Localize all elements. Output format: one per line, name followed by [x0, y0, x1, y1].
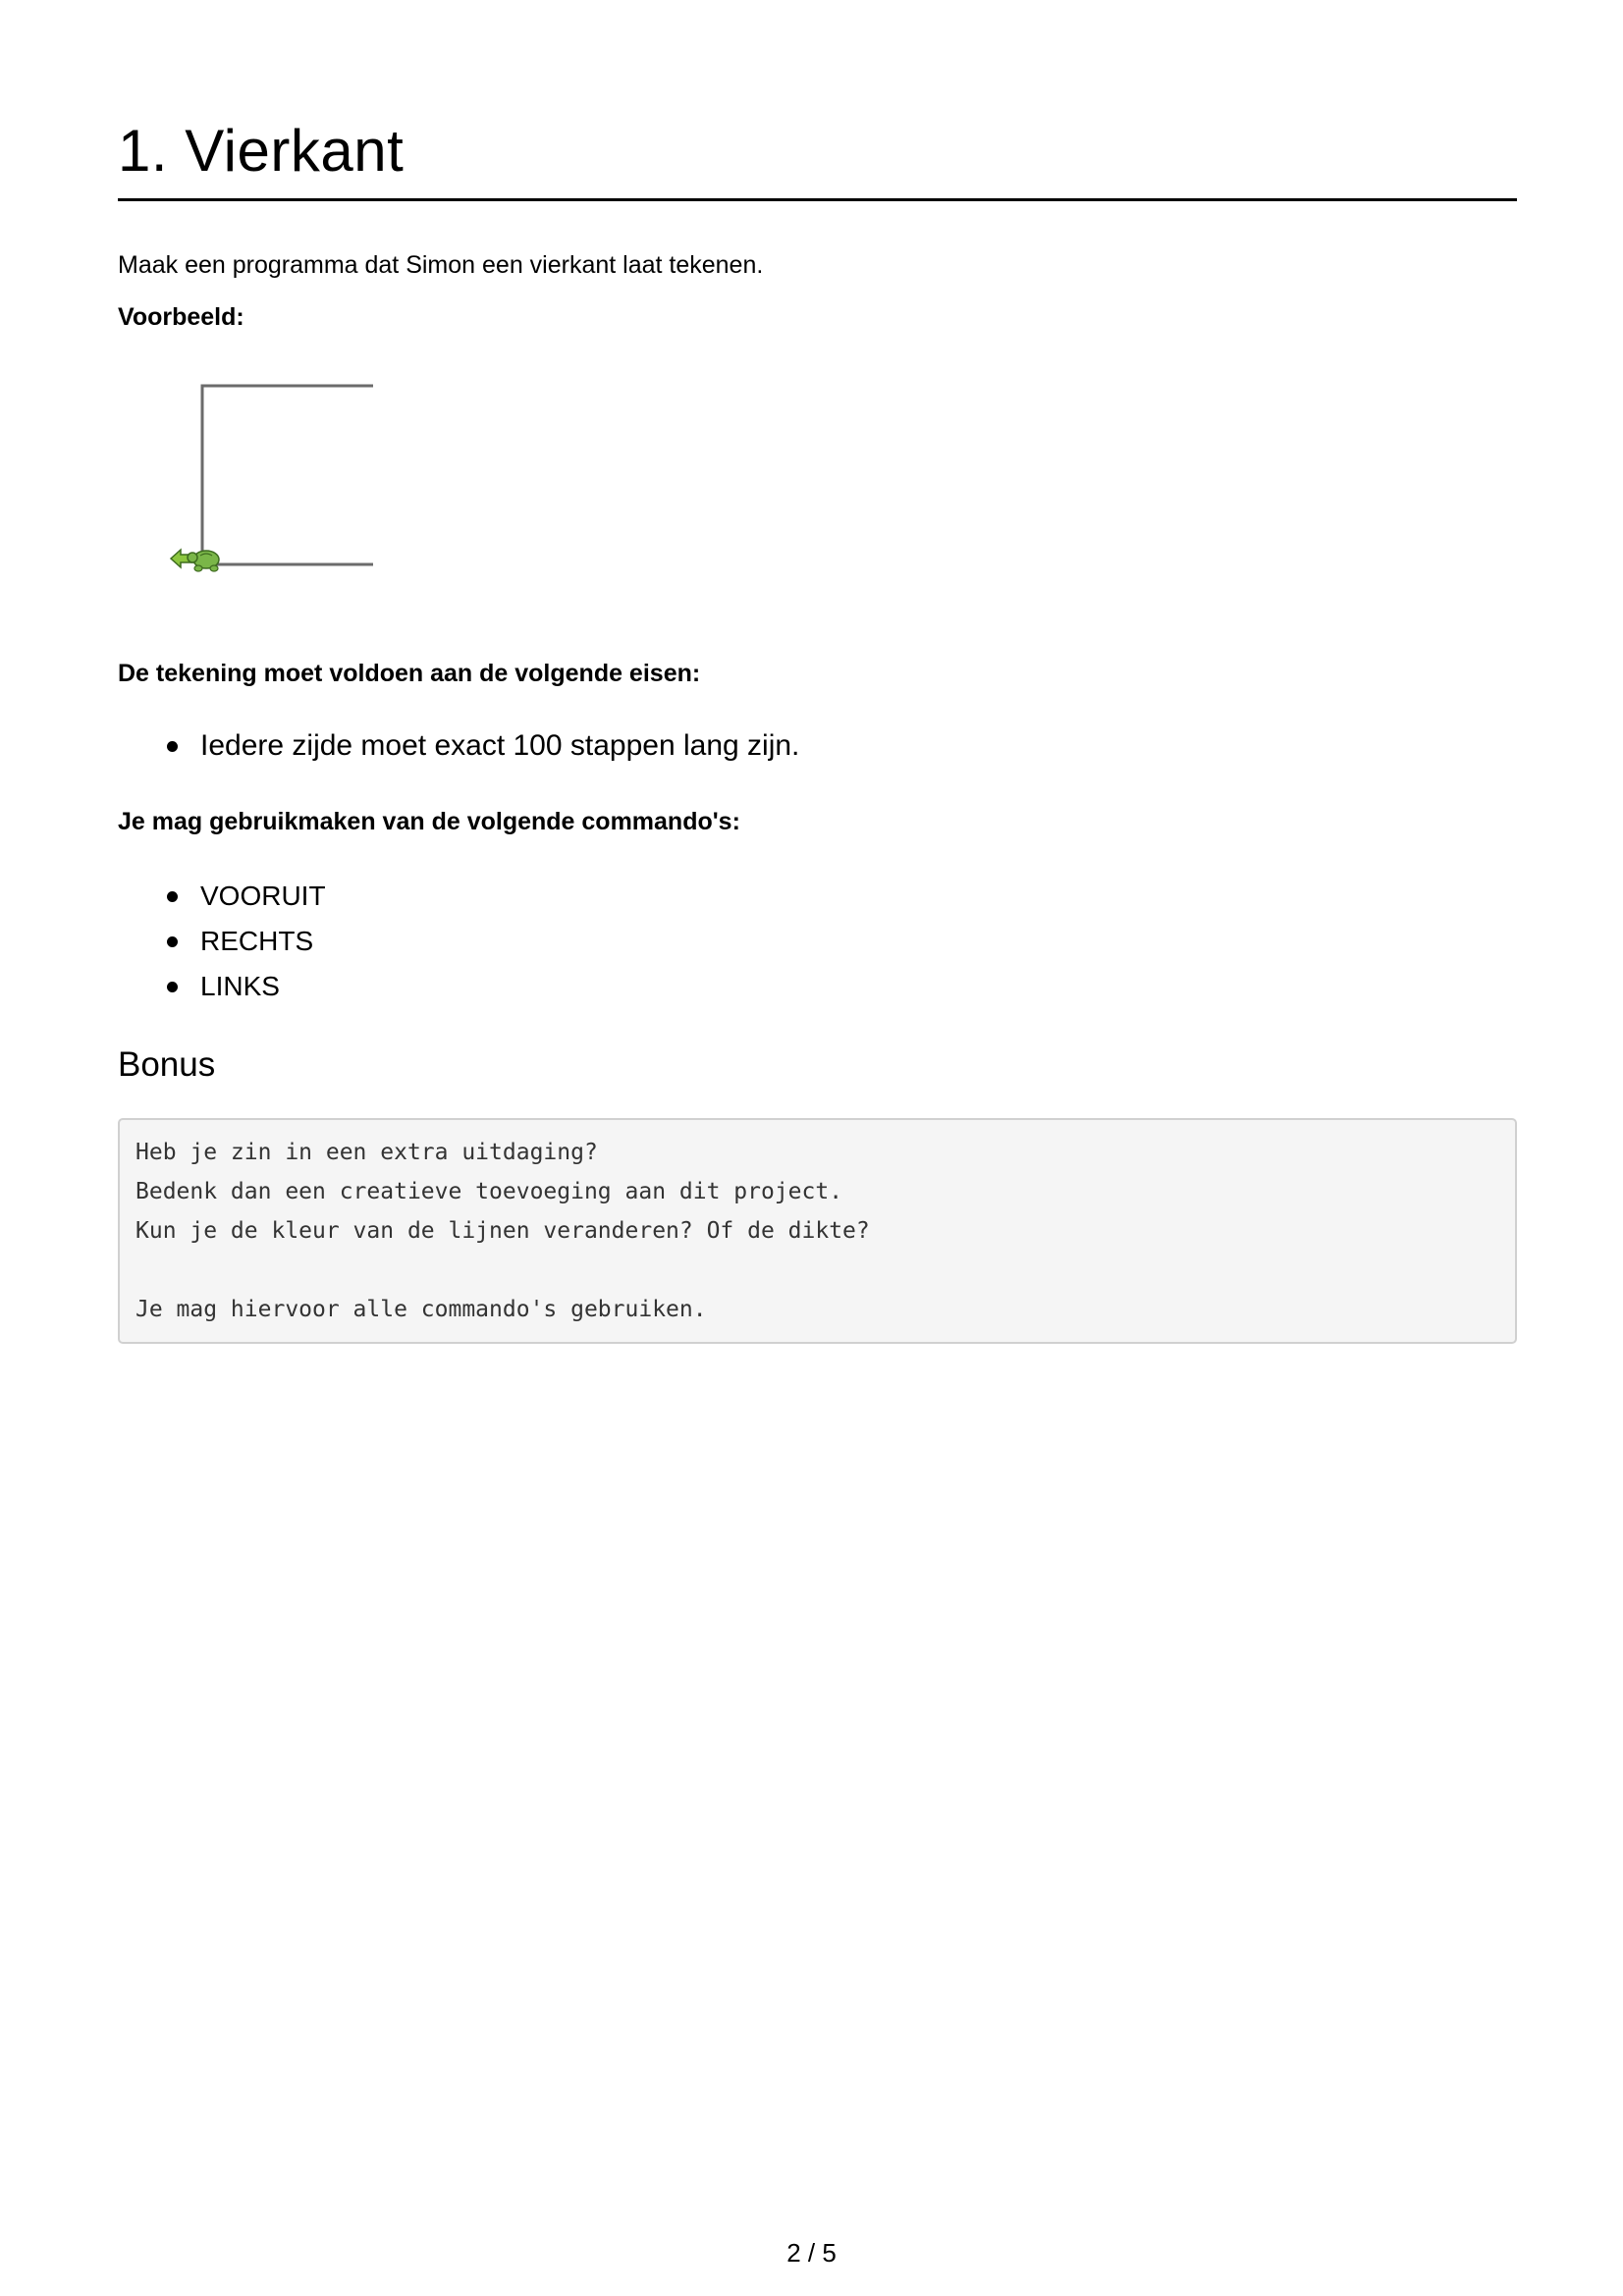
- list-item: LINKS: [118, 964, 326, 1009]
- drawn-square: [202, 386, 373, 564]
- requirements-list: [118, 726, 799, 766]
- page-number: 2 / 5: [786, 2238, 837, 2268]
- list-item: Iedere zijde moet exact 100 stappen lang zijn.: [118, 726, 799, 766]
- turtle-icon: [171, 550, 219, 571]
- code-line: Je mag hiervoor alle commando's gebruiken.: [135, 1297, 707, 1322]
- example-drawing: [157, 373, 373, 589]
- list-item: RECHTS: [118, 919, 326, 964]
- code-line-blank: [135, 1251, 1499, 1290]
- page-title: 1. Vierkant: [118, 118, 405, 184]
- requirements-label: De tekening moet voldoen aan de volgende eisen:: [118, 660, 701, 687]
- bonus-heading: Bonus: [118, 1045, 216, 1084]
- list-item: VOORUIT: [118, 874, 326, 919]
- intro-text: Maak een programma dat Simon een vierkant laat tekenen.: [118, 251, 764, 279]
- example-label: Voorbeeld:: [118, 303, 244, 331]
- title-divider: [118, 198, 1517, 201]
- commands-list: [118, 874, 326, 1009]
- code-line: Bedenk dan een creatieve toevoeging aan dit project.: [135, 1179, 843, 1204]
- code-line: Kun je de kleur van de lijnen veranderen? Of de dikte?: [135, 1218, 870, 1244]
- commands-label: Je mag gebruikmaken van de volgende commando's:: [118, 808, 740, 835]
- code-line: Heb je zin in een extra uitdaging?: [135, 1140, 598, 1165]
- bonus-code-block: [118, 1118, 1517, 1344]
